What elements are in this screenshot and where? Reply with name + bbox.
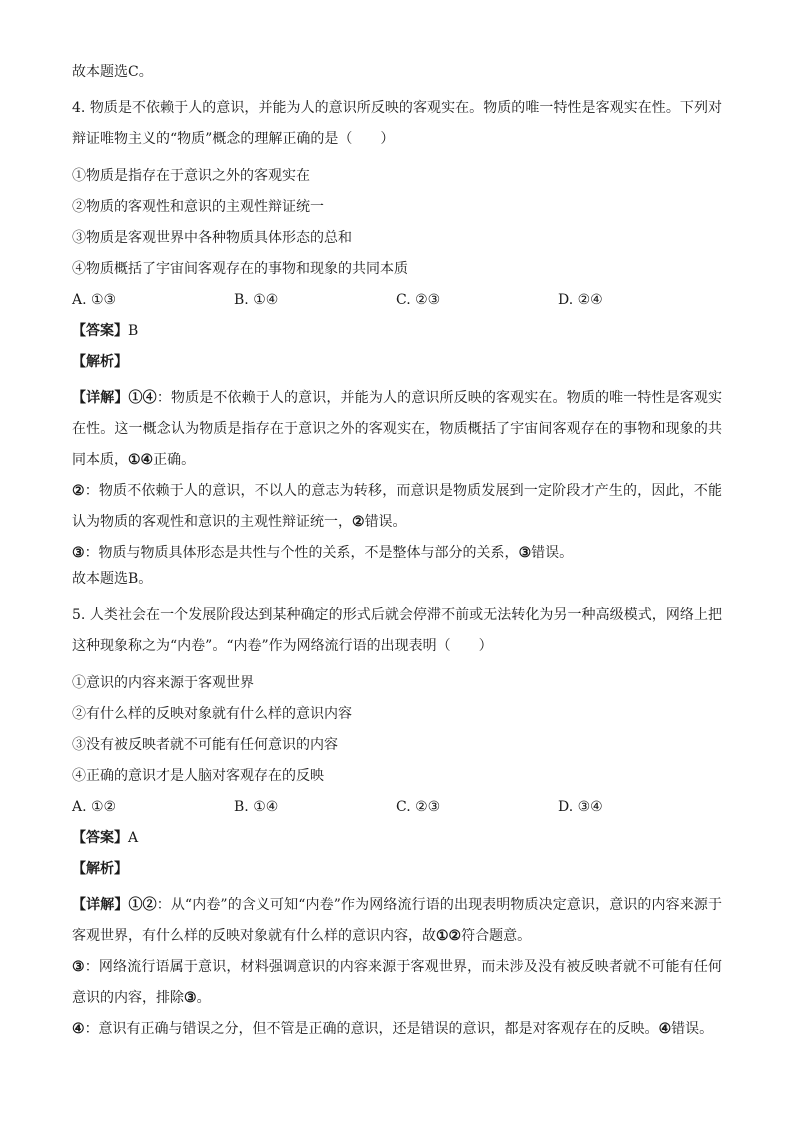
q4-detail-3-key: ③ (72, 545, 85, 561)
q4-option-b: B. ①④ (234, 292, 279, 308)
q4-detail-2 (72, 476, 722, 538)
q5-detail-2-end: 。 (196, 990, 211, 1006)
q4-detail-label: 【详解】 (72, 390, 129, 406)
q4-options (72, 290, 722, 310)
q5-answer (72, 828, 722, 848)
q4-item-4: ④物质概括了宇宙间客观存在的事物和现象的共同本质 (72, 261, 408, 277)
q5-option-a: A. ①② (72, 799, 117, 815)
q4-detail-2-text: ：物质不依赖于人的意识，不以人的意志为转移，而意识是物质发展到一定阶段才产生的，因此，不能认为物质的客观性和意识的主观性辩证统一， (72, 483, 722, 530)
q5-detail-1-end-key: ①② (436, 928, 462, 944)
q5-detail-2 (72, 952, 722, 1014)
q5-detail-1 (72, 890, 722, 952)
q5-detail-3-end-key: ④ (658, 1021, 672, 1037)
q5-detail-2-key: ③ (72, 959, 85, 975)
q5-detail-2-text: ：网络流行语属于意识，材料强调意识的内容来源于客观世界，而未涉及没有被反映者就不可能有任何意识的内容，排除 (72, 959, 722, 1006)
q4-answer-value: B (128, 323, 139, 339)
q4-answer-label: 【答案】 (72, 323, 128, 339)
q4-option-a: A. ①③ (72, 292, 117, 308)
q5-option-d: D. ③④ (558, 799, 603, 815)
q4-detail-2-end: 错误。 (364, 514, 407, 530)
q4-item-1: ①物质是指存在于意识之外的客观实在 (72, 168, 310, 184)
q5-detail-3-end: 错误。 (671, 1021, 714, 1037)
q5-detail-1-text: ：从“内卷”的含义可知“内卷”作为网络流行语的出现表明物质决定意识，意识的内容来源于客观世界，有什么样的反映对象就有什么样的意识内容，故 (72, 897, 723, 944)
q5-detail-3-key: ④ (72, 1021, 85, 1037)
q5-detail-label: 【详解】 (72, 897, 129, 913)
q4-detail-2-end-key: ② (352, 514, 365, 530)
q4-detail-3-end: 错误。 (531, 545, 574, 561)
q4-analysis-label: 【解析】 (72, 354, 128, 370)
q4-detail-1-key: ①④ (128, 390, 157, 406)
q5-item-4: ④正确的意识才是人脑对客观存在的反映 (72, 768, 324, 784)
q5-analysis-label: 【解析】 (72, 861, 128, 877)
q5-item-1: ①意识的内容来源于客观世界 (72, 675, 254, 691)
q4-detail-2-key: ② (72, 483, 85, 499)
q4-detail-3-text: ：物质与物质具体形态是共性与个性的关系，不是整体与部分的关系， (84, 545, 519, 561)
q5-option-c: C. ②③ (396, 799, 441, 815)
q4-stem: 4. 物质是不依赖于人的意识，并能为人的意识所反映的客观实在。物质的唯一特性是客观实在性。下列对辩证唯物主义的“物质”概念的理解正确的是（ ） (72, 100, 722, 147)
q5-detail-3-text: ：意识有正确与错误之分，但不管是正确的意识，还是错误的意识，都是对客观存在的反映。 (84, 1021, 659, 1037)
q4-item-2: ②物质的客观性和意识的主观性辩证统一 (72, 199, 324, 215)
q5-stem: 5. 人类社会在一个发展阶段达到某种确定的形式后就会停滞不前或无法转化为另一种高级模式，网络上把这种现象称之为“内卷”。“内卷”作为网络流行语的出现表明（ ） (72, 607, 722, 654)
q4-detail-1-text: ：物质是不依赖于人的意识，并能为人的意识所反映的客观实在。物质的唯一特性是客观实在性。这一概念认为物质是指存在于意识之外的客观实在，物质概括了宇宙间客观存在的事物和现象的共同本质， (72, 390, 723, 468)
q5-detail-1-key: ①② (128, 897, 157, 913)
q5-option-b: B. ①④ (234, 799, 279, 815)
q4-detail-1-end: 正确。 (153, 452, 196, 468)
q5-detail-1-end: 符合题意。 (461, 928, 532, 944)
q5-answer-value: A (128, 830, 139, 846)
q4-option-c: C. ②③ (396, 292, 441, 308)
q4-detail-1 (72, 383, 722, 476)
q4-detail-3 (72, 538, 722, 569)
q3-conclusion: 故本题选C。 (72, 64, 153, 80)
q4-answer (72, 321, 722, 341)
q5-answer-label: 【答案】 (72, 830, 128, 846)
q5-detail-2-end-key: ③ (184, 990, 197, 1006)
q4-item-3: ③物质是客观世界中各种物质具体形态的总和 (72, 230, 352, 246)
document-page (72, 62, 722, 1045)
q4-option-d: D. ②④ (558, 292, 603, 308)
q4-detail-1-end-key: ①④ (128, 452, 154, 468)
q5-item-2: ②有什么样的反映对象就有什么样的意识内容 (72, 706, 352, 722)
q4-detail-3-end-key: ③ (518, 545, 532, 561)
q4-conclusion: 故本题选B。 (72, 571, 153, 587)
q5-item-3: ③没有被反映者就不可能有任何意识的内容 (72, 737, 338, 753)
q5-detail-3 (72, 1014, 722, 1045)
q5-options (72, 797, 722, 817)
